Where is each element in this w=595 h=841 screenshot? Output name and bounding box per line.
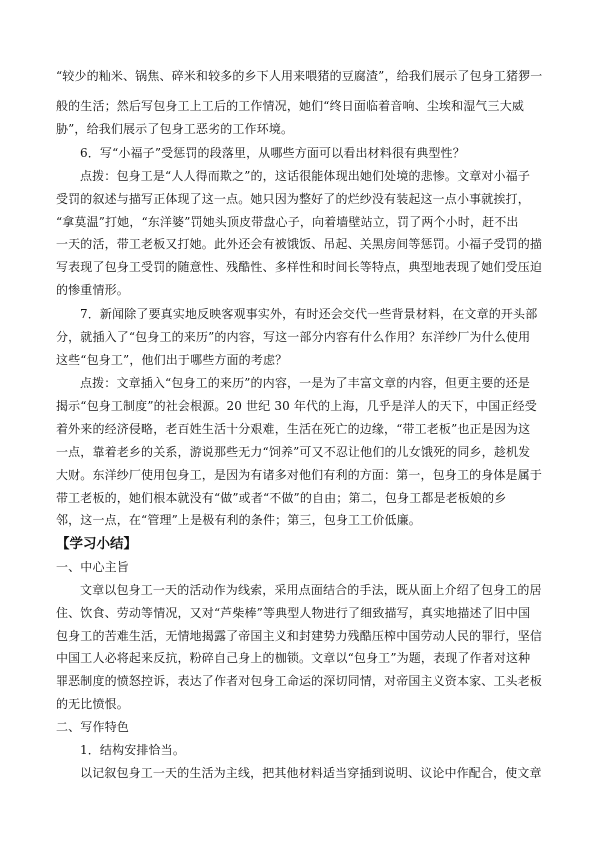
paragraph-line: 中国工人必将起来反抗，粉碎自己身上的枷锁。文章以“包身工”为题，表现了作者对这种 xyxy=(56,651,531,665)
paragraph-line: “较少的籼米、锅焦、碎米和较多的乡下人用来喂猪的豆腐渣”，给我们展示了包身工猪猡一 xyxy=(56,69,543,83)
paragraph-line: 胁”，给我们展示了包身工恶劣的工作环境。 xyxy=(56,122,294,136)
paragraph-line: 揭示“包身工制度”的社会根源。20 世纪 30 年代的上海，几乎是洋人的天下，中国正经受 xyxy=(56,399,537,413)
paragraph-line: 大财。东洋纱厂使用包身工，是因为有诸多对他们有利的方面：第一，包身工的身体是属于 xyxy=(56,468,543,482)
paragraph-line: 分，就插入了“包身工的来历”的内容，写这一部分内容有什么作用？东洋纱厂为什么使用 xyxy=(56,330,531,344)
subsection-title: 二、写作特色 xyxy=(56,720,129,734)
question-7: 7．新闻除了要真实地反映客观事实外，有时还会交代一些背景材料，在文章的开头部 xyxy=(80,307,538,321)
paragraph-line: 邻，这一点，在“管理”上是极有利的条件；第三，包身工工价低廉。 xyxy=(56,513,421,527)
subsection-title: 一、中心主旨 xyxy=(56,560,129,574)
section-heading: 【学习小结】 xyxy=(56,536,137,552)
list-item: 1．结构安排恰当。 xyxy=(80,743,185,757)
paragraph-line: 的无比愤恨。 xyxy=(56,697,129,711)
paragraph-line: “拿莫温”打她，“东洋婆”罚她头顶皮带盘心子，向着墙壁站立，罚了两个小时，赶不出 xyxy=(56,215,519,229)
paragraph-line: 文章以包身工一天的活动作为线索，采用点面结合的手法，既从面上介绍了包身工的居 xyxy=(80,583,542,597)
paragraph-line: 住、饮食、劳动等情况，又对“芦柴棒”等典型人物进行了细致描写，真实地描述了旧中国 xyxy=(56,606,531,620)
paragraph-line: 一天的活，带工老板又打她。此外还会有被饿饭、吊起、关黑房间等惩罚。小福子受罚的描 xyxy=(56,237,543,251)
paragraph-line: 写表现了包身工受罚的随意性、残酷性、多样性和时间长等特点，典型地表现了她们受压迫 xyxy=(56,260,543,274)
paragraph-line: 以记叙包身工一天的生活为主线，把其他材料适当穿插到说明、议论中作配合，使文章 xyxy=(80,766,542,780)
paragraph-line: 的惨重情形。 xyxy=(56,283,129,297)
paragraph-line: 点拨：包身工是“人人得而欺之”的，这话很能体现出她们处境的悲惨。文章对小福子 xyxy=(80,169,530,183)
paragraph-line: 着外来的经济侵略，老百姓生活十分艰难，生活在死亡的边缘，“带工老板”也正是因为这 xyxy=(56,422,531,436)
paragraph-line: 包身工的苦难生活，无情地揭露了帝国主义和封建势力残酷压榨中国劳动人民的罪行，坚信 xyxy=(56,629,543,643)
paragraph-line: 般的生活；然后写包身工上工后的工作情况，她们“终日面临着音响、尘埃和湿气三大威 xyxy=(56,99,524,113)
paragraph-line: 这些“包身工”，他们出于哪些方面的考虑？ xyxy=(56,353,288,367)
question-6: 6．写“小福子”受惩罚的段落里，从哪些方面可以看出材料很有典型性？ xyxy=(80,146,465,160)
paragraph-line: 一点，靠着老乡的关系，游说那些无力“饲养”可又不忍让他们的儿女饿死的同乡，趁机发 xyxy=(56,445,531,459)
paragraph-line: 罪恶制度的愤怒控诉，表达了作者对包身工命运的深切同情，对帝国主义资本家、工头老板 xyxy=(56,674,543,688)
paragraph-line: 受罚的叙述与描写正体现了这一点。她只因为整好了的烂纱没有装起这一点小事就挨打， xyxy=(56,192,530,206)
paragraph-line: 点拨：文章插入“包身工的来历”的内容，一是为了丰富文章的内容，但更主要的还是 xyxy=(80,376,530,390)
paragraph-line: 带工老板的，她们根本就没有“做”或者“不做”的自由；第二，包身工都是老板娘的乡 xyxy=(56,491,507,505)
